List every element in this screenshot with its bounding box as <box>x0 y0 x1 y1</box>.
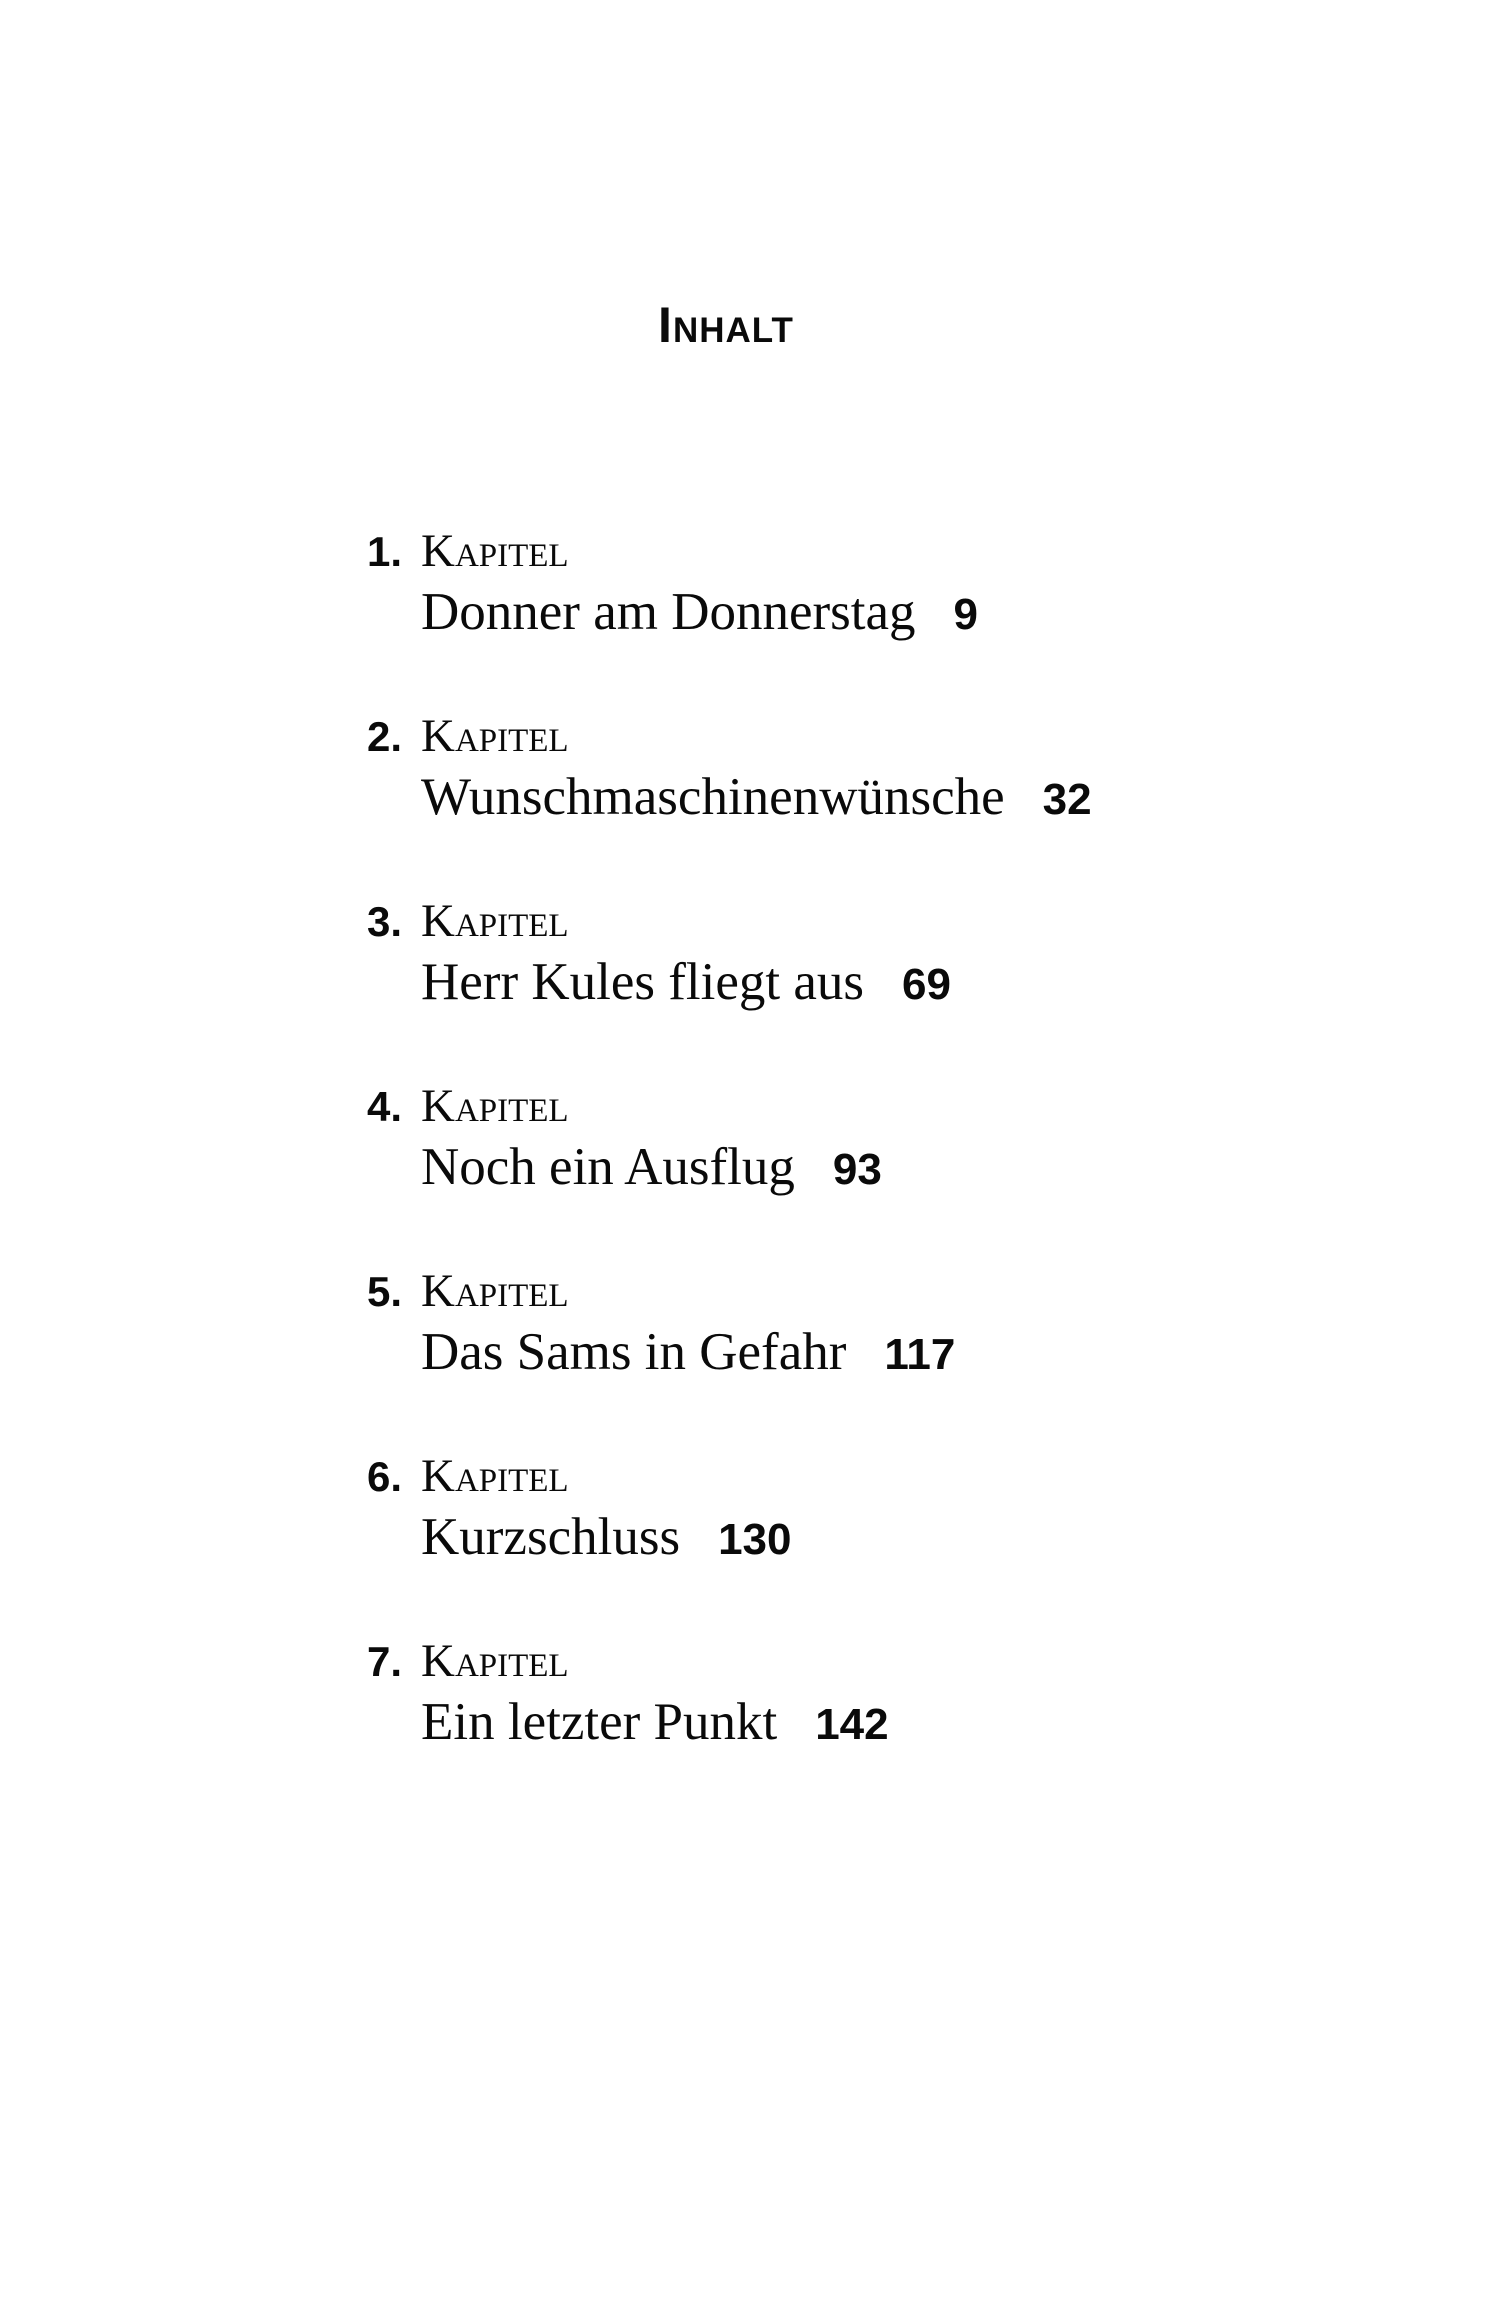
toc-entry <box>367 523 1092 647</box>
toc-entry <box>367 893 1092 1017</box>
chapter-title-line <box>367 1505 1092 1572</box>
chapter-label-line <box>367 708 1092 765</box>
chapter-title: Donner am Donnerstag <box>421 583 916 641</box>
chapter-number: 7. <box>367 1638 403 1685</box>
chapter-label-line <box>367 1633 1092 1690</box>
chapter-page-number: 93 <box>832 1145 882 1194</box>
chapter-page-number: 32 <box>1042 775 1092 824</box>
chapter-number: 2. <box>367 713 403 760</box>
chapter-title: Wunschmaschinenwünsche <box>421 768 1005 826</box>
toc-entry <box>367 1078 1092 1202</box>
chapter-label: Kapitel <box>421 1080 569 1132</box>
toc-entry <box>367 1633 1092 1757</box>
chapter-number: 1. <box>367 528 403 575</box>
chapter-label: Kapitel <box>421 1265 569 1317</box>
chapter-title: Ein letzter Punkt <box>421 1693 778 1751</box>
chapter-title-line <box>367 950 1092 1017</box>
chapter-title: Das Sams in Gefahr <box>421 1323 847 1381</box>
toc-entry <box>367 1448 1092 1572</box>
page-title: Inhalt <box>658 297 794 353</box>
chapter-page-number: 117 <box>884 1330 956 1379</box>
chapter-label-line <box>367 1263 1092 1320</box>
chapter-label-line <box>367 893 1092 950</box>
chapter-title: Kurzschluss <box>421 1508 681 1566</box>
toc-entry <box>367 708 1092 832</box>
chapter-label: Kapitel <box>421 1450 569 1502</box>
chapter-label: Kapitel <box>421 710 569 762</box>
chapter-number: 5. <box>367 1268 403 1315</box>
chapter-number: 4. <box>367 1083 403 1130</box>
chapter-number: 6. <box>367 1453 403 1500</box>
chapter-title-line <box>367 1135 1092 1202</box>
toc-entry <box>367 1263 1092 1387</box>
chapter-label-line <box>367 1078 1092 1135</box>
chapter-title: Noch ein Ausflug <box>421 1138 795 1196</box>
chapter-page-number: 130 <box>718 1515 792 1564</box>
chapter-page-number: 9 <box>953 590 979 639</box>
chapter-title-line <box>367 1690 1092 1757</box>
chapter-label: Kapitel <box>421 525 569 577</box>
chapter-title-line <box>367 765 1092 832</box>
chapter-page-number: 69 <box>902 960 951 1009</box>
chapter-label-line <box>367 523 1092 580</box>
chapter-label: Kapitel <box>421 895 569 947</box>
chapter-title-line <box>367 1320 1092 1387</box>
chapter-page-number: 142 <box>815 1700 889 1749</box>
chapter-number: 3. <box>367 898 403 945</box>
toc-list <box>367 523 1092 1818</box>
chapter-title-line <box>367 580 1092 647</box>
chapter-label-line <box>367 1448 1092 1505</box>
chapter-label: Kapitel <box>421 1635 569 1687</box>
chapter-title: Herr Kules fliegt aus <box>421 953 864 1011</box>
